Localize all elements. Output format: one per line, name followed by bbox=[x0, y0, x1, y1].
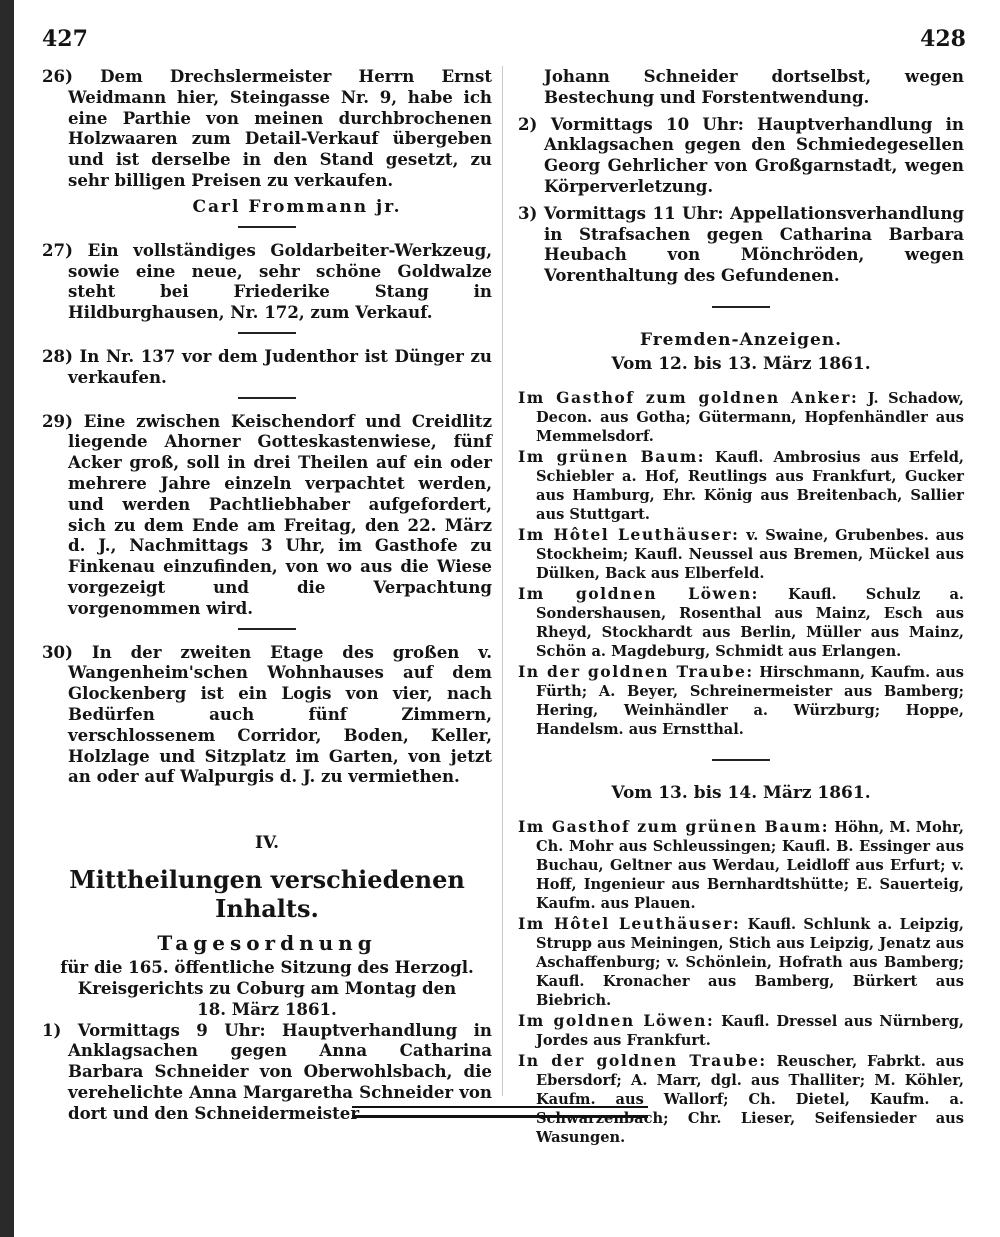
agenda-item-1: 1) Vormittags 9 Uhr: Hauptverhandlung in Anklagsachen gegen Anna Catharina Barbara Schneider von Oberwohlsbach, die verehelichte Anna Margaretha Schneider von dort und den Schneidermeister bbox=[42, 1019, 492, 1123]
notice-30: 30) In der zweiten Etage des großen v. Wangenheim'schen Wohnhauses auf dem Glockenberg ist ein Logis von vier, nach Bedürfen auch fünf Zimmern, verschlossenem Corridor, Boden, Keller, Holzlage und Sitzplatz im Garten, von jetzt an oder auf Walpurgis d. J. zu vermiethen. bbox=[42, 641, 492, 787]
hotel-name: Im goldnen Löwen: bbox=[518, 583, 759, 603]
column-divider bbox=[502, 66, 503, 1096]
notice-26-signature: Carl Frommann jr. bbox=[192, 196, 402, 217]
section-number: IV. bbox=[254, 833, 280, 854]
hotel-name: In der goldnen Traube: bbox=[518, 1050, 767, 1070]
visitor-entry bbox=[518, 914, 964, 1010]
left-column bbox=[42, 66, 492, 1129]
separator bbox=[712, 759, 770, 761]
guest-list: Kaufl. Ambrosius aus Erfeld, Schiebler a. Hof, Reutlings aus Frankfurt, Gucker aus Hamburg, Ehr. König aus Breitenbach, Sallier aus Stuttgart. bbox=[536, 448, 964, 523]
separator bbox=[238, 226, 296, 228]
separator bbox=[238, 397, 296, 399]
guest-list: Kaufl. Schlunk a. Leipzig, Strupp aus Meiningen, Stich aus Leipzig, Jenatz aus Aschaffenburg; v. Schönlein, Hofrath aus Bamberg; Kaufl. Kronacher aus Bamberg, Bürkert aus Biebrich. bbox=[536, 915, 964, 1009]
visitor-entry bbox=[518, 1011, 964, 1050]
guest-list: Höhn, M. Mohr, Ch. Mohr aus Schleussingen; Kaufl. B. Essinger aus Buchau, Geltner aus Werdau, Leidloff aus Erfurt; v. Hoff, Ingenieur aus Bernhardtshütte; E. Sauerteig, Kaufm. aus Plauen. bbox=[536, 818, 964, 912]
hotel-name: Im Hôtel Leuthäuser: bbox=[518, 524, 740, 544]
hotel-name: Im goldnen Löwen: bbox=[518, 1010, 715, 1030]
hotel-name: Im Hôtel Leuthäuser: bbox=[518, 913, 741, 933]
visitor-entry bbox=[518, 662, 964, 739]
notice-27: 27) Ein vollständiges Goldarbeiter-Werkzeug, sowie eine neue, sehr schöne Goldwalze steht bei Friederike Stang in Hildburghausen, Nr. 172, zum Verkauf. bbox=[42, 239, 492, 323]
visitor-entry bbox=[518, 447, 964, 524]
visitor-entry bbox=[518, 584, 964, 661]
hotel-name: Im grünen Baum: bbox=[518, 446, 705, 466]
hotel-name: In der goldnen Traube: bbox=[518, 661, 754, 681]
hotel-name: Im Gasthof zum goldnen Anker: bbox=[518, 387, 859, 407]
guest-list: v. Swaine, Grubenbes. aus Stockheim; Kaufl. Neussel aus Bremen, Mückel aus Dülken, Back aus Elberfeld. bbox=[536, 526, 964, 582]
notice-29: 29) Eine zwischen Keischendorf und Creidlitz liegende Ahorner Gotteskastenwiese, fünf Acker groß, soll in drei Theilen auf ein oder mehrere Jahre einzeln verpachtet werden, und werden Pachtliebhaber aufgefordert, sich zu dem Ende am Freitag, den 22. März d. J., Nachmittags 3 Uhr, im Gasthofe zu Finkenau einzufinden, von wo aus die Wiese vorgezeigt und die Verpachtung vorgenommen wird. bbox=[42, 410, 492, 618]
separator bbox=[238, 332, 296, 334]
notice-28: 28) In Nr. 137 vor dem Judenthor ist Dünger zu verkaufen. bbox=[42, 345, 492, 387]
guest-list: J. Schadow, Decon. aus Gotha; Gütermann, Hopfenhändler aus Memmelsdorf. bbox=[536, 389, 964, 445]
separator bbox=[238, 628, 296, 630]
hotel-name: Im Gasthof zum grünen Baum: bbox=[518, 816, 830, 836]
agenda-subtitle-line-2: Kreisgerichts zu Coburg am Montag den bbox=[77, 977, 457, 998]
right-column bbox=[518, 66, 964, 1148]
guest-list: Kaufl. Schulz a. Sondershausen, Rosenthal aus Mainz, Esch aus Rheyd, Stockhardt aus Berlin, Müller aus Mainz, Schön a. Magdeburg, Schmidt aus Erlangen. bbox=[536, 585, 965, 660]
guest-list: Hirschmann, Kaufm. aus Fürth; A. Beyer, Schreinermeister aus Bamberg; Hering, Weinhändler a. Würzburg; Hoppe, Handelsm. aus Ernstthal. bbox=[536, 663, 964, 738]
section-heading: Mittheilungen verschiedenen Inhalts. bbox=[69, 865, 465, 924]
closing-double-rule bbox=[352, 1106, 648, 1118]
visitor-date-range-2: Vom 13. bis 14. März 1861. bbox=[611, 782, 871, 803]
agenda-item-1-continued: Johann Schneider dortselbst, wegen Bestechung und Forstentwendung. bbox=[544, 66, 964, 107]
visitor-entry bbox=[518, 525, 964, 583]
page-number-left: 427 bbox=[42, 26, 88, 52]
guest-list: Reuscher, Fabrkt. aus Ebersdorf; A. Marr, dgl. aus Thalliter; M. Köhler, Kaufm. aus Wallorf; Ch. Dietel, Kaufm. a. Schwarzenbach; Chr. Lieser, Seifensieder aus Wasungen. bbox=[536, 1052, 964, 1146]
agenda-subtitle-line-1: für die 165. öffentliche Sitzung des Herzogl. bbox=[60, 957, 474, 978]
page-number-right: 428 bbox=[920, 26, 966, 52]
agenda-item-3: 3) Vormittags 11 Uhr: Appellationsverhandlung in Strafsachen gegen Catharina Barbara Heubach von Mönchröden, wegen Vorenthaltung des Gefundenen. bbox=[518, 202, 964, 286]
agenda-title: Tagesordnung bbox=[157, 931, 377, 956]
guest-list: Kaufl. Dressel aus Nürnberg, Jordes aus Frankfurt. bbox=[536, 1012, 965, 1049]
visitor-notices-heading: Fremden-Anzeigen. bbox=[639, 329, 843, 350]
separator bbox=[712, 306, 770, 308]
agenda-item-2: 2) Vormittags 10 Uhr: Hauptverhandlung in Anklagsachen gegen den Schmiedegesellen Georg Gehrlicher von Großgarnstadt, wegen Körperverletzung. bbox=[518, 113, 964, 196]
agenda-date: 18. März 1861. bbox=[197, 998, 337, 1019]
notice-26: 26) Dem Drechslermeister Herrn Ernst Weidmann hier, Steingasse Nr. 9, habe ich eine Parthie von meinen durchbrochenen Holzwaaren zum Detail-Verkauf übergeben und ist derselbe in den Stand gesetzt, zu sehr billigen Preisen zu verkaufen. bbox=[42, 66, 492, 190]
visitor-entry bbox=[518, 1051, 964, 1147]
visitor-date-range-1: Vom 12. bis 13. März 1861. bbox=[611, 353, 871, 374]
visitor-entry bbox=[518, 817, 964, 913]
visitor-entry bbox=[518, 388, 964, 446]
